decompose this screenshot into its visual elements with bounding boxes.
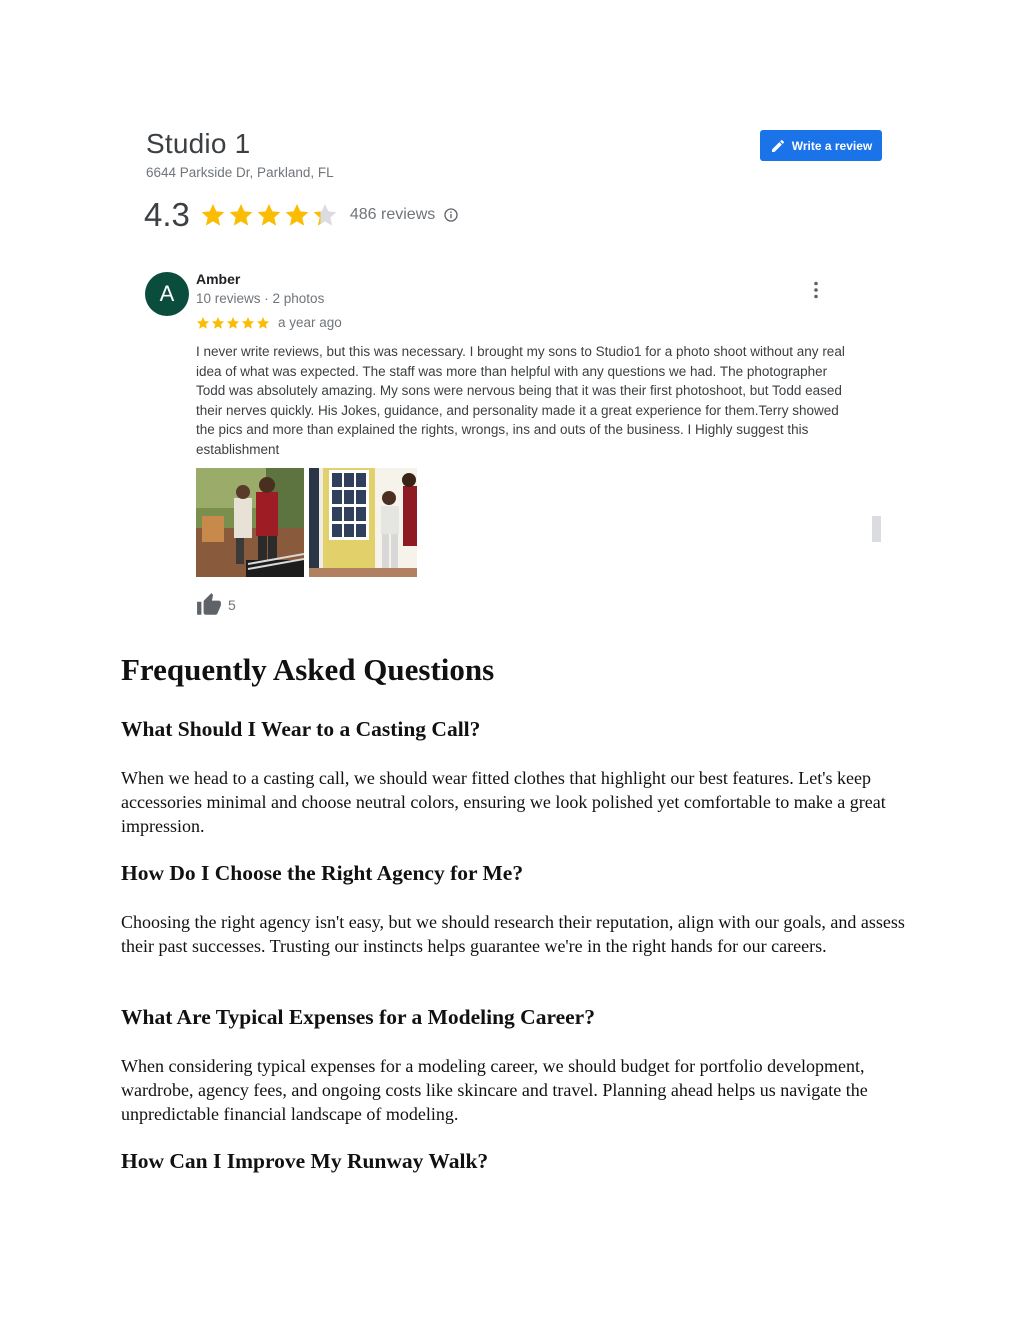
star-icon bbox=[256, 202, 282, 228]
faq-question: How Do I Choose the Right Agency for Me? bbox=[121, 861, 524, 885]
pencil-icon bbox=[770, 138, 786, 154]
review-photo-image bbox=[196, 468, 304, 577]
star-icon bbox=[228, 202, 254, 228]
review-count[interactable]: 486 reviews bbox=[349, 206, 436, 223]
scrollbar-thumb[interactable] bbox=[872, 516, 881, 542]
reviewer-name[interactable]: Amber bbox=[196, 271, 241, 287]
business-name: Studio 1 bbox=[146, 128, 251, 159]
faq-title: Frequently Asked Questions bbox=[121, 652, 495, 687]
info-icon[interactable] bbox=[443, 207, 459, 223]
review-photo[interactable] bbox=[196, 468, 304, 577]
review-photo[interactable] bbox=[309, 468, 417, 577]
star-icon bbox=[226, 316, 240, 330]
write-review-label: Write a review bbox=[791, 138, 873, 153]
review-stars bbox=[196, 316, 270, 330]
star-icon bbox=[200, 202, 226, 228]
faq-question: What Should I Wear to a Casting Call? bbox=[121, 717, 481, 741]
like-count: 5 bbox=[228, 597, 236, 613]
star-icon bbox=[312, 202, 338, 228]
faq-answer: When we head to a casting call, we should wear fitted clothes that highlight our best features. Let's keep accessories minimal and choose neutral colors, ensuring we look polished yet comfortable to make a great impression. bbox=[121, 768, 886, 836]
review-card bbox=[128, 118, 898, 628]
review-rating-row bbox=[196, 315, 342, 330]
reviewer-avatar[interactable]: A bbox=[145, 272, 189, 316]
more-options-icon[interactable] bbox=[808, 280, 824, 300]
review-text: I never write reviews, but this was necessary. I brought my sons to Studio1 for a photo shoot without any real idea of what was expected. The staff was more than helpful with any questions we had. The photographer Todd was absolutely amazing. My sons were nervous being that it was their first photoshoot, but Todd eased their nerves quickly. His Jokes, guidance, and personality made it a great experience for them.Terry showed the pics and more than explained the rights, wrongs, ins and outs of the business. I Highly suggest this establishment bbox=[196, 344, 845, 457]
faq-answer: Choosing the right agency isn't easy, but we should research their reputation, align with our goals, and assess their past successes. Trusting our instincts helps guarantee we're in the right hands for our careers. bbox=[121, 912, 905, 956]
star-icon bbox=[284, 202, 310, 228]
star-icon bbox=[211, 316, 225, 330]
star-icon bbox=[196, 316, 210, 330]
thumbs-up-icon bbox=[196, 592, 222, 618]
star-icon bbox=[241, 316, 255, 330]
review-age: a year ago bbox=[278, 315, 342, 330]
faq-question: How Can I Improve My Runway Walk? bbox=[121, 1149, 489, 1173]
like-button[interactable] bbox=[196, 592, 236, 618]
star-icon bbox=[256, 316, 270, 330]
review-photo-image bbox=[309, 468, 417, 577]
business-address: 6644 Parkside Dr, Parkland, FL bbox=[146, 165, 334, 180]
reviewer-meta: 10 reviews · 2 photos bbox=[196, 291, 325, 306]
faq-question: What Are Typical Expenses for a Modeling Career? bbox=[121, 1005, 595, 1029]
rating-stars bbox=[200, 202, 338, 228]
rating-summary bbox=[144, 196, 459, 234]
write-review-button[interactable] bbox=[760, 130, 882, 161]
faq-answer: When considering typical expenses for a modeling career, we should budget for portfolio development, wardrobe, agency fees, and ongoing costs like skincare and travel. Planning ahead helps us navigate the unpredictable financial landscape of modeling. bbox=[121, 1056, 868, 1124]
rating-value: 4.3 bbox=[144, 196, 190, 233]
